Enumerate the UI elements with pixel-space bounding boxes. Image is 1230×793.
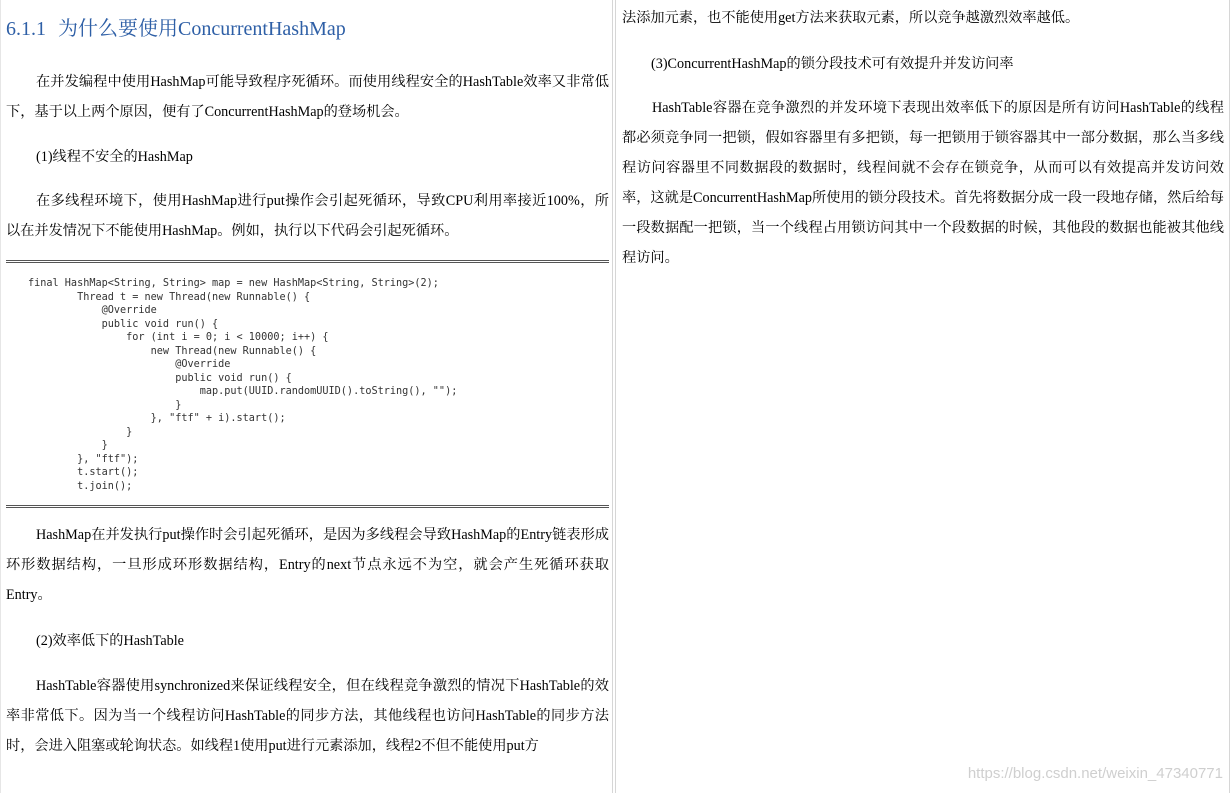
left-page bbox=[0, 0, 613, 793]
section-title: 为什么要使用ConcurrentHashMap bbox=[58, 18, 346, 40]
section-heading bbox=[6, 12, 346, 41]
section-number: 6.1.1 bbox=[6, 18, 46, 40]
hashmap-deadloop-paragraph: 在多线程环境下，使用HashMap进行put操作会引起死循环，导致CPU利用率接近100%，所以在并发情况下不能使用HashMap。例如，执行以下代码会引起死循环。 bbox=[6, 193, 609, 239]
subheading-lock-striping: (3)ConcurrentHashMap的锁分段技术可有效提升并发访问率 bbox=[651, 56, 1014, 72]
code-listing: final HashMap<String, String> map = new HashMap<String, String>(2); Thread t = new Thread(new Runnable() { @Override public void run() { for (int i = 0; i < 10000; i++) { new Thread(new Runnable() { @Override public void run() { map.put(UUID.randomUUID().toString(), ""); } }, "ftf" + i).start(); } } }, "ftf"); t.start(); t.join(); bbox=[28, 278, 458, 492]
code-block bbox=[6, 260, 609, 508]
right-page bbox=[615, 0, 1230, 793]
subheading-inefficient-hashtable: (2)效率低下的HashTable bbox=[36, 633, 184, 649]
lock-striping-paragraph: HashTable容器在竞争激烈的并发环境下表现出效率低下的原因是所有访问HashTable的线程都必须竞争同一把锁，假如容器里有多把锁，每一把锁用于锁容器其中一部分数据，那么当多线程访问容器里不同数据段的数据时，线程间就不会存在锁竞争，从而可以有效提高并发访问效率，这就是ConcurrentHashMap所使用的锁分段技术。首先将数据分成一段一段地存储，然后给每一段数据配一把锁，当一个线程占用锁访问其中一个段数据的时候，其他段的数据也能被其他线程访问。 bbox=[622, 100, 1224, 266]
hashtable-paragraph: HashTable容器使用synchronized来保证线程安全，但在线程竞争激烈的情况下HashTable的效率非常低下。因为当一个线程访问HashTable的同步方法，其他线程也访问HashTable的同步方法时，会进入阻塞或轮询状态。如线程1使用put进行元素添加，线程2不但不能使用put方 bbox=[6, 678, 609, 754]
intro-paragraph: 在并发编程中使用HashMap可能导致程序死循环。而使用线程安全的HashTable效率又非常低下，基于以上两个原因，便有了ConcurrentHashMap的登场机会。 bbox=[6, 74, 609, 120]
subheading-unsafe-hashmap: (1)线程不安全的HashMap bbox=[36, 149, 193, 165]
watermark: https://blog.csdn.net/weixin_47340771 bbox=[967, 765, 1223, 782]
entry-cycle-paragraph: HashMap在并发执行put操作时会引起死循环，是因为多线程会导致HashMap的Entry链表形成环形数据结构，一旦形成环形数据结构，Entry的next节点永远不为空，就会产生死循环获取Entry。 bbox=[6, 527, 609, 603]
continuation-paragraph: 法添加元素，也不能使用get方法来获取元素，所以竞争越激烈效率越低。 bbox=[622, 10, 1080, 26]
